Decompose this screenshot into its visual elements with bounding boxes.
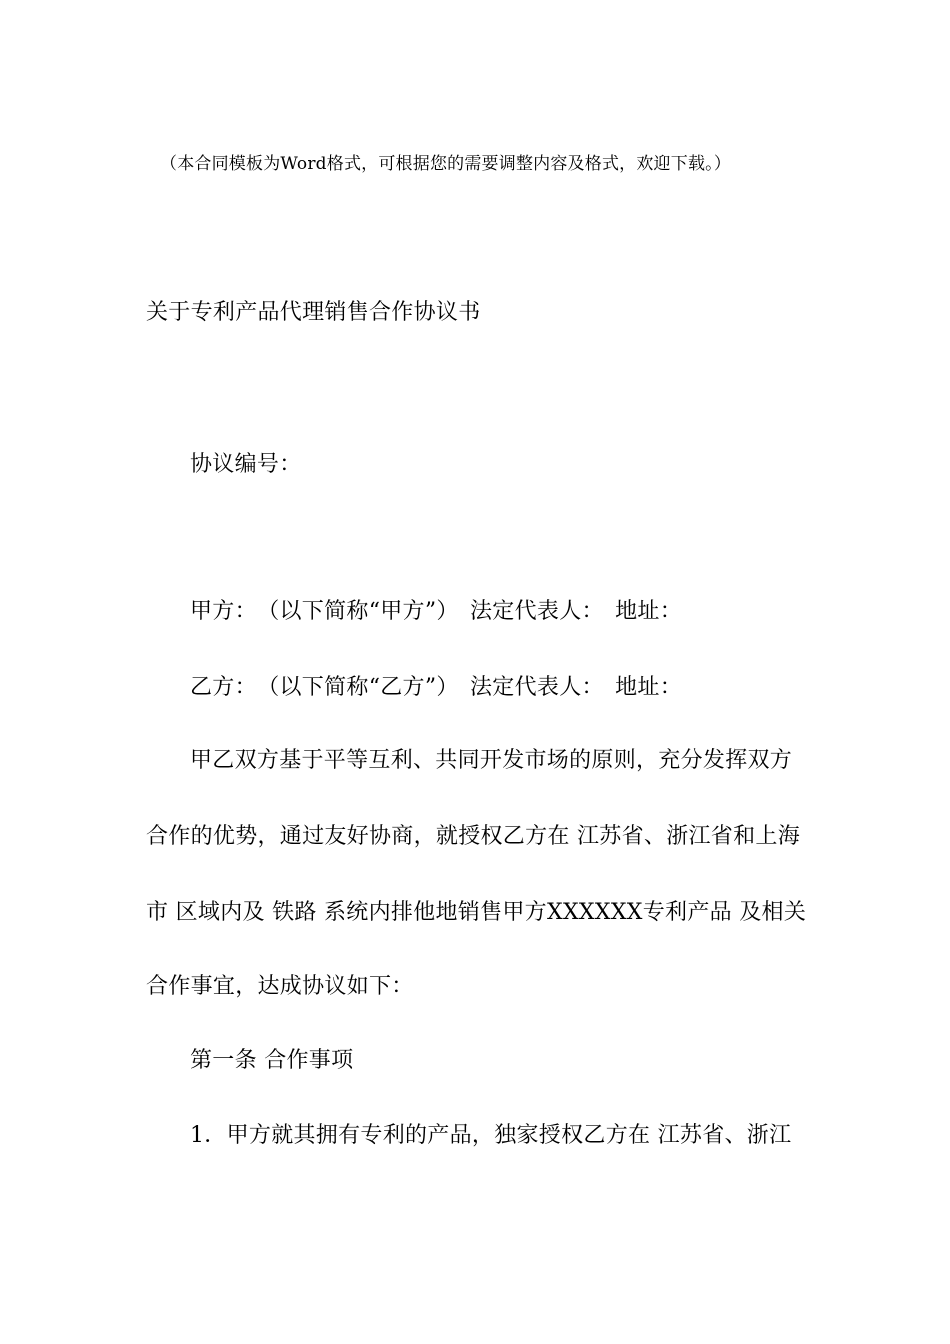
intro-paragraph-line: 市 区域内及 铁路 系统内排他地销售甲方XXXXXX专利产品 及相关	[146, 900, 807, 925]
intro-paragraph-line: 合作事宜，达成协议如下：	[146, 974, 414, 999]
document-title: 关于专利产品代理销售合作协议书	[146, 300, 481, 325]
article-1-heading: 第一条 合作事项	[190, 1048, 354, 1073]
article-1-item-1: 1．甲方就其拥有专利的产品，独家授权乙方在 江苏省、浙江	[190, 1123, 792, 1148]
agreement-number-label: 协议编号：	[190, 452, 302, 477]
intro-paragraph-line: 合作的优势，通过友好协商，就授权乙方在 江苏省、浙江省和上海	[146, 824, 800, 849]
intro-paragraph-line: 甲乙双方基于平等互利、共同开发市场的原则，充分发挥双方	[190, 748, 793, 773]
template-note: （本合同模板为Word格式，可根据您的需要调整内容及格式，欢迎下载。）	[160, 154, 732, 174]
party-a-line: 甲方： （以下简称“甲方”） 法定代表人： 地址：	[190, 599, 682, 624]
party-b-line: 乙方： （以下简称“乙方”） 法定代表人： 地址：	[190, 675, 682, 700]
